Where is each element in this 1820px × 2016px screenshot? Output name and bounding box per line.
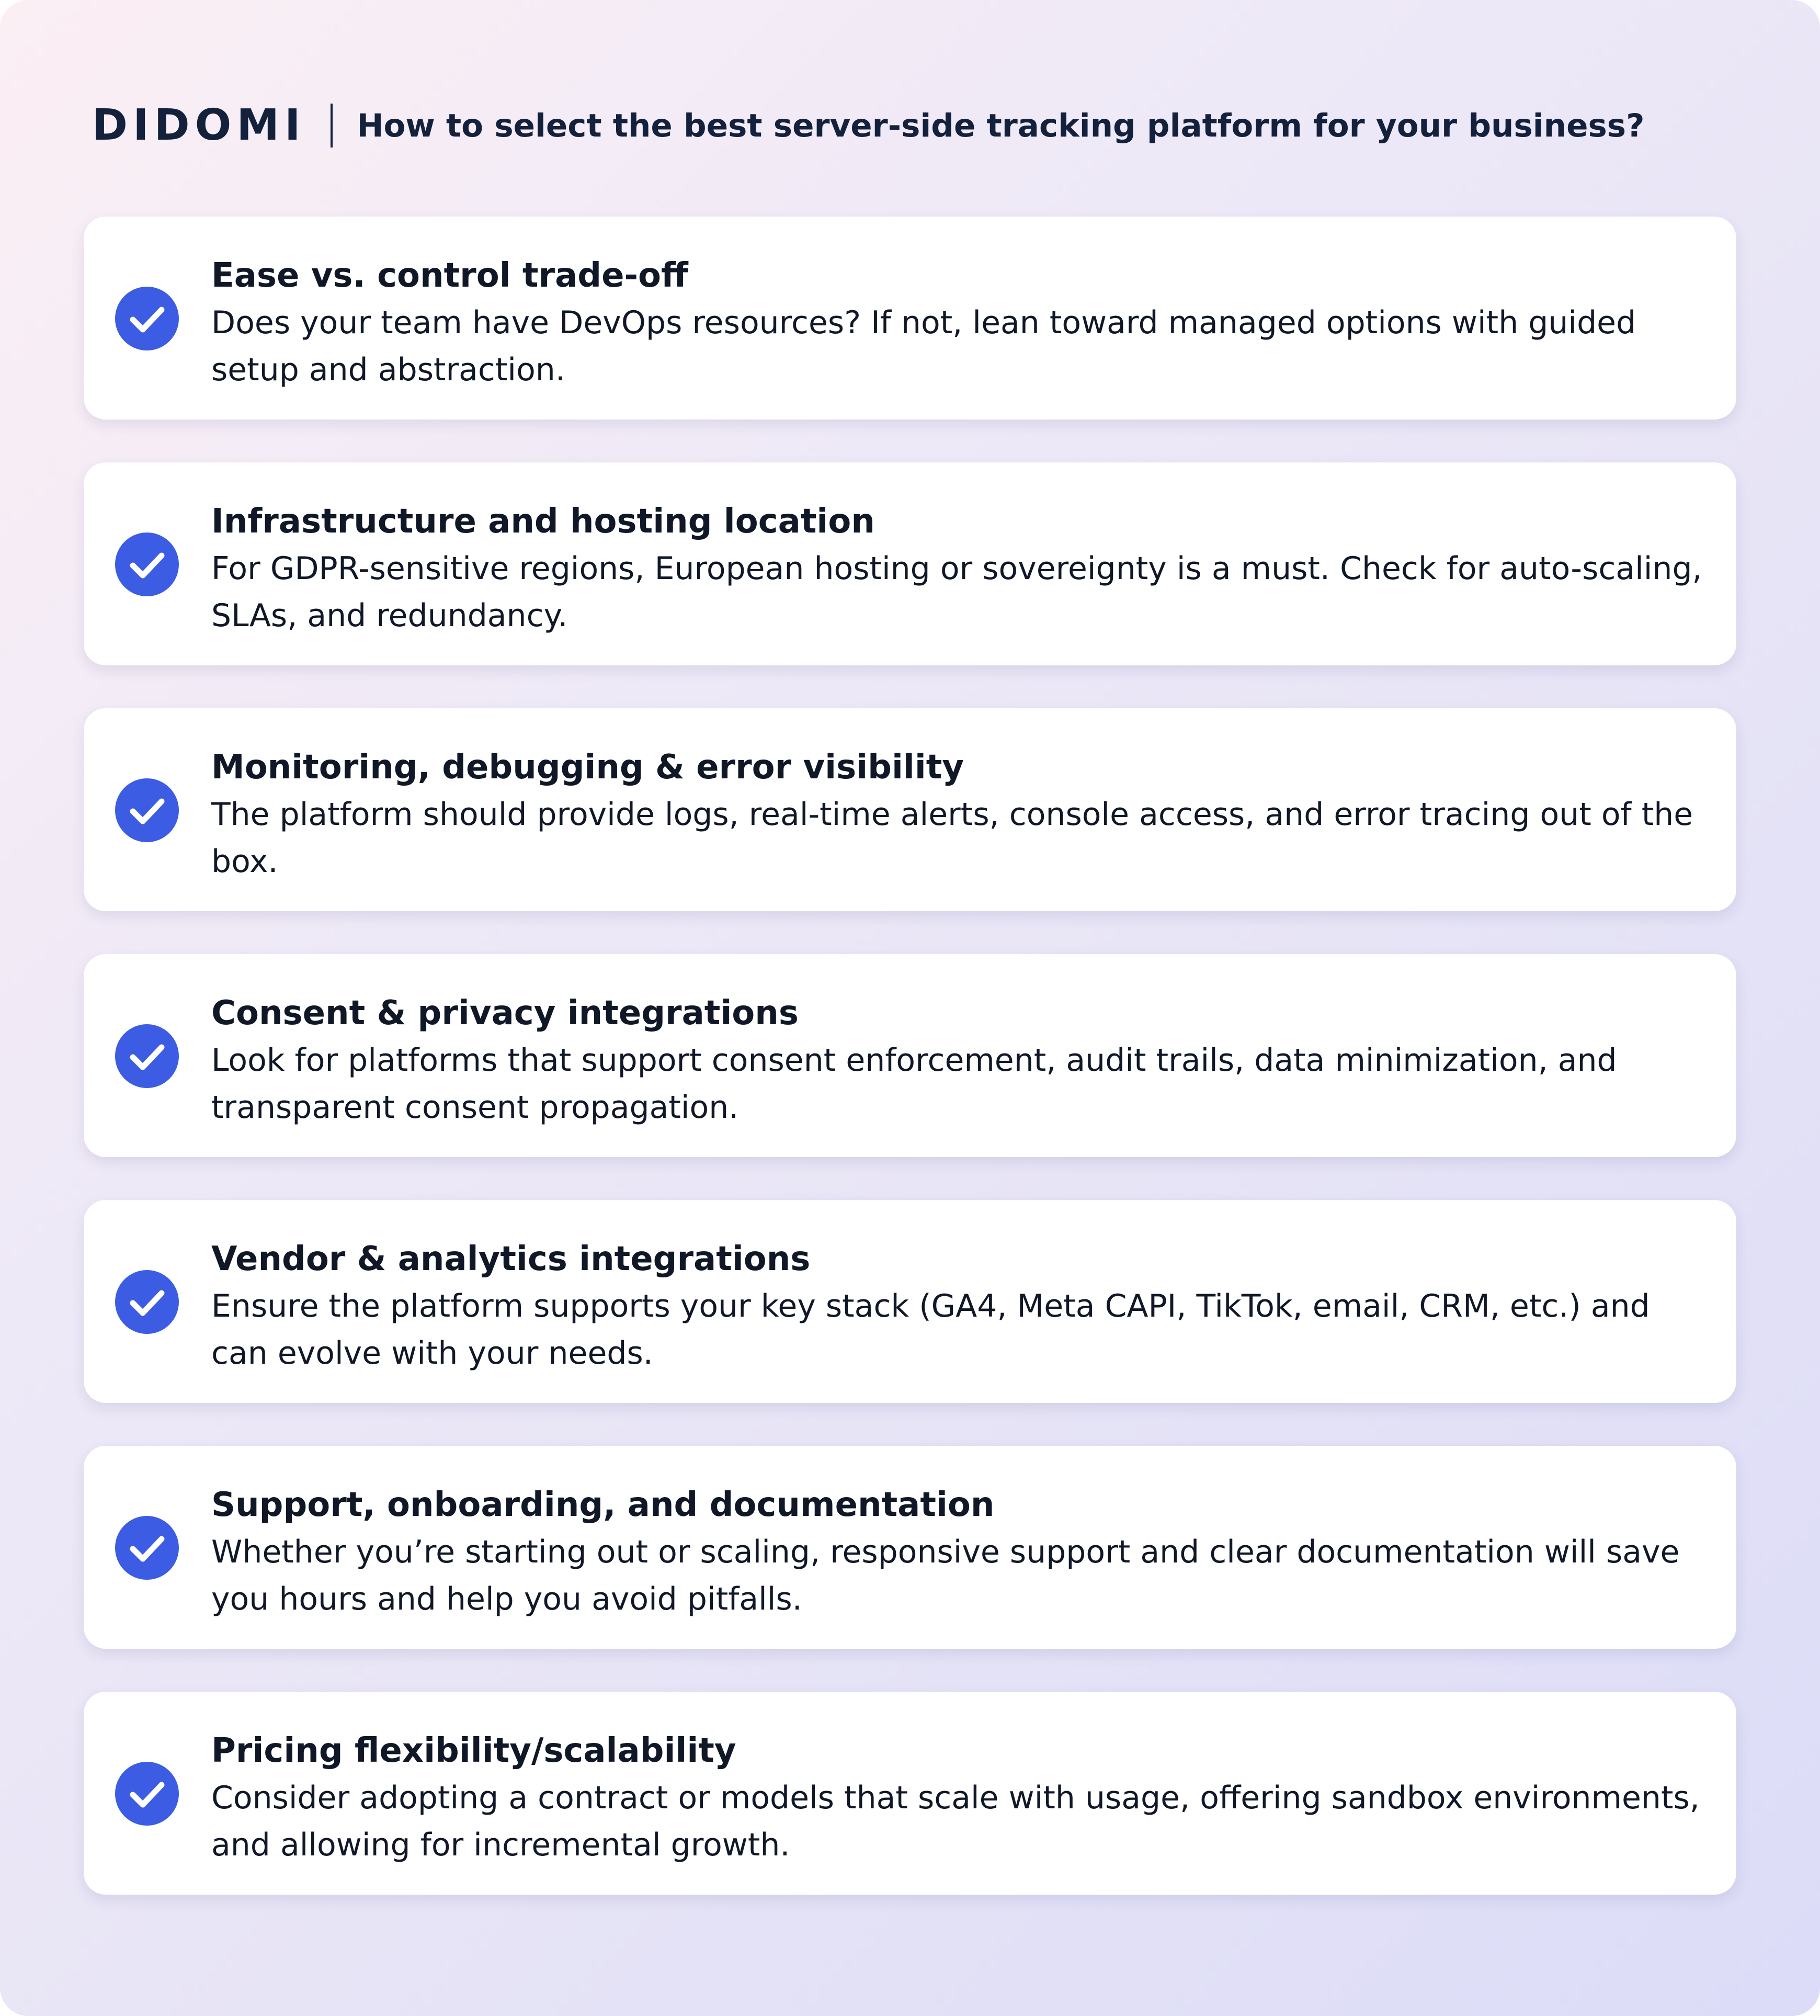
criteria-card: [84, 954, 1736, 1157]
check-circle-icon: [115, 1516, 179, 1580]
criteria-list: [84, 217, 1736, 1938]
check-circle-icon: [115, 1762, 179, 1826]
check-circle-icon: [115, 778, 179, 842]
check-circle-icon: [115, 533, 179, 596]
criteria-description: Does your team have DevOps resources? If not, lean toward managed options with guided setup and abstraction.: [211, 304, 1636, 388]
criteria-title: Infrastructure and hosting location: [211, 502, 875, 541]
check-circle-icon: [115, 287, 179, 350]
criteria-text: [211, 744, 1710, 885]
criteria-card: [84, 462, 1736, 665]
criteria-description: Consider adopting a contract or models that scale with usage, offering sandbox environments, and allowing for incremental growth.: [211, 1780, 1700, 1863]
criteria-text: [211, 1481, 1710, 1623]
criteria-text: [211, 498, 1710, 639]
criteria-description: The platform should provide logs, real-time alerts, console access, and error tracing out of the box.: [211, 796, 1693, 880]
criteria-title: Vendor & analytics integrations: [211, 1240, 811, 1278]
logo: DIDOMI: [92, 100, 306, 150]
criteria-text: [211, 1727, 1710, 1868]
criteria-title: Support, onboarding, and documentation: [211, 1486, 995, 1524]
criteria-title: Monitoring, debugging & error visibility: [211, 748, 964, 787]
criteria-title: Pricing flexibility/scalability: [211, 1731, 736, 1770]
criteria-description: For GDPR-sensitive regions, European hosting or sovereignty is a must. Check for auto-scaling, SLAs, and redundancy.: [211, 550, 1702, 634]
header: [92, 99, 1644, 152]
criteria-card: [84, 1200, 1736, 1403]
criteria-text: [211, 1236, 1710, 1377]
criteria-text: [211, 252, 1710, 393]
check-circle-icon: [115, 1270, 179, 1334]
criteria-card: [84, 1446, 1736, 1649]
header-divider: [331, 104, 333, 148]
criteria-title: Consent & privacy integrations: [211, 994, 799, 1033]
criteria-description: Whether you’re starting out or scaling, responsive support and clear documentation will save you hours and help you avoid pitfalls.: [211, 1534, 1680, 1617]
criteria-description: Ensure the platform supports your key stack (GA4, Meta CAPI, TikTok, email, CRM, etc.) and can evolve with your needs.: [211, 1288, 1650, 1372]
criteria-description: Look for platforms that support consent enforcement, audit trails, data minimization, and transparent consent propagation.: [211, 1042, 1617, 1126]
criteria-title: Ease vs. control trade-off: [211, 256, 688, 295]
check-circle-icon: [115, 1024, 179, 1088]
page-title: How to select the best server-side tracking platform for your business?: [357, 107, 1645, 144]
criteria-card: [84, 1692, 1736, 1895]
criteria-text: [211, 990, 1710, 1131]
criteria-card: [84, 708, 1736, 911]
criteria-card: [84, 217, 1736, 420]
